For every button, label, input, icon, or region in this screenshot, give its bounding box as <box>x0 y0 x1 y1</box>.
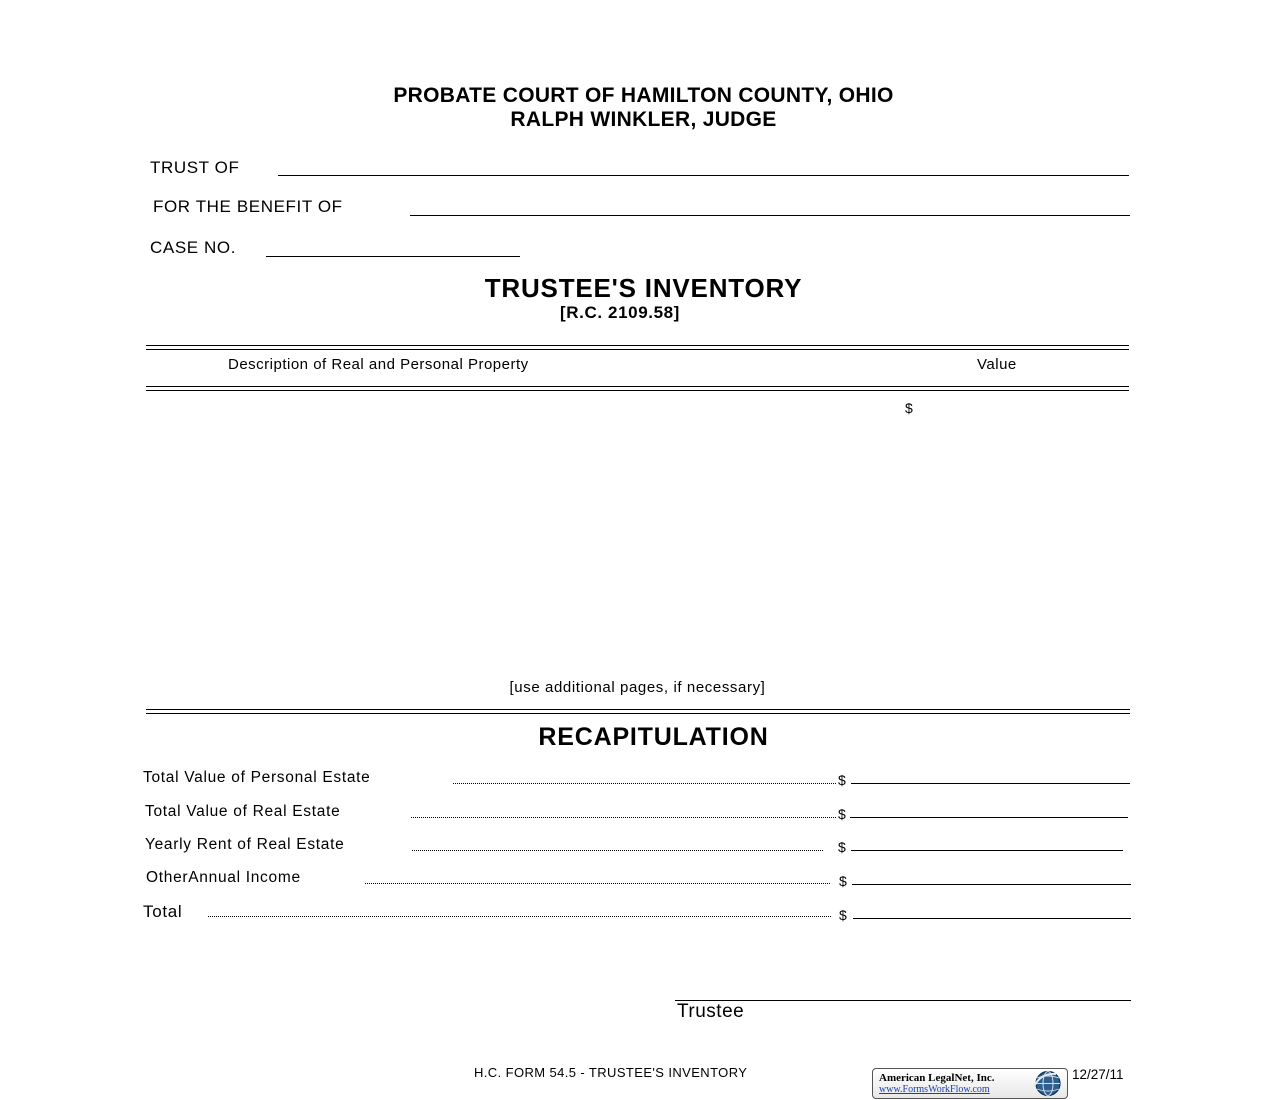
publisher-logo[interactable] <box>872 1068 1068 1099</box>
additional-pages-note: [use additional pages, if necessary] <box>509 679 766 696</box>
table-bottom-rule <box>146 709 1130 714</box>
recap-personal-estate-field[interactable] <box>851 783 1130 784</box>
recap-leader <box>411 817 836 818</box>
court-name: PROBATE COURT OF HAMILTON COUNTY, OHIO <box>393 84 894 107</box>
benefit-of-label: FOR THE BENEFIT OF <box>153 197 343 216</box>
recap-real-estate-label: Total Value of Real Estate <box>145 803 341 820</box>
trustee-label: Trustee <box>677 1001 745 1022</box>
form-number: H.C. FORM 54.5 - TRUSTEE'S INVENTORY <box>474 1065 748 1080</box>
benefit-of-field[interactable] <box>410 215 1130 216</box>
recap-real-estate-field[interactable] <box>850 817 1128 818</box>
case-no-label: CASE NO. <box>150 238 237 257</box>
trust-of-label: TRUST OF <box>150 158 240 177</box>
trust-of-field[interactable] <box>278 175 1129 176</box>
recap-leader <box>365 883 830 884</box>
recap-currency-sign: $ <box>839 873 847 889</box>
recap-yearly-rent-field[interactable] <box>851 850 1123 851</box>
inventory-entry-area[interactable] <box>146 396 1129 676</box>
globe-icon <box>1030 1069 1066 1098</box>
recap-total-field[interactable] <box>853 918 1131 919</box>
recap-other-income-label: OtherAnnual Income <box>146 869 301 886</box>
recap-personal-estate-label: Total Value of Personal Estate <box>143 769 371 786</box>
recap-title: RECAPITULATION <box>538 723 769 751</box>
value-column-header: Value <box>977 356 1017 373</box>
recap-other-income-field[interactable] <box>852 884 1131 885</box>
recap-leader <box>208 916 831 917</box>
judge-name: RALPH WINKLER, JUDGE <box>510 108 777 131</box>
form-title: TRUSTEE'S INVENTORY <box>484 273 803 303</box>
table-top-rule <box>146 345 1129 350</box>
recap-currency-sign: $ <box>839 907 847 923</box>
recap-leader <box>412 850 823 851</box>
publisher-name: American LegalNet, Inc. <box>879 1072 995 1084</box>
recap-currency-sign: $ <box>838 806 846 822</box>
form-date: 12/27/11 <box>1072 1067 1124 1082</box>
recap-total-label: Total <box>143 902 183 921</box>
recap-leader <box>453 783 836 784</box>
publisher-url[interactable]: www.FormsWorkFlow.com <box>879 1084 990 1095</box>
recap-yearly-rent-label: Yearly Rent of Real Estate <box>145 836 345 853</box>
value-currency-sign: $ <box>905 400 913 416</box>
description-column-header: Description of Real and Personal Property <box>228 356 529 373</box>
recap-currency-sign: $ <box>838 772 846 788</box>
recap-currency-sign: $ <box>838 839 846 855</box>
table-header-rule <box>146 386 1129 391</box>
statute-reference: [R.C. 2109.58] <box>560 303 680 322</box>
case-no-field[interactable] <box>266 256 520 257</box>
